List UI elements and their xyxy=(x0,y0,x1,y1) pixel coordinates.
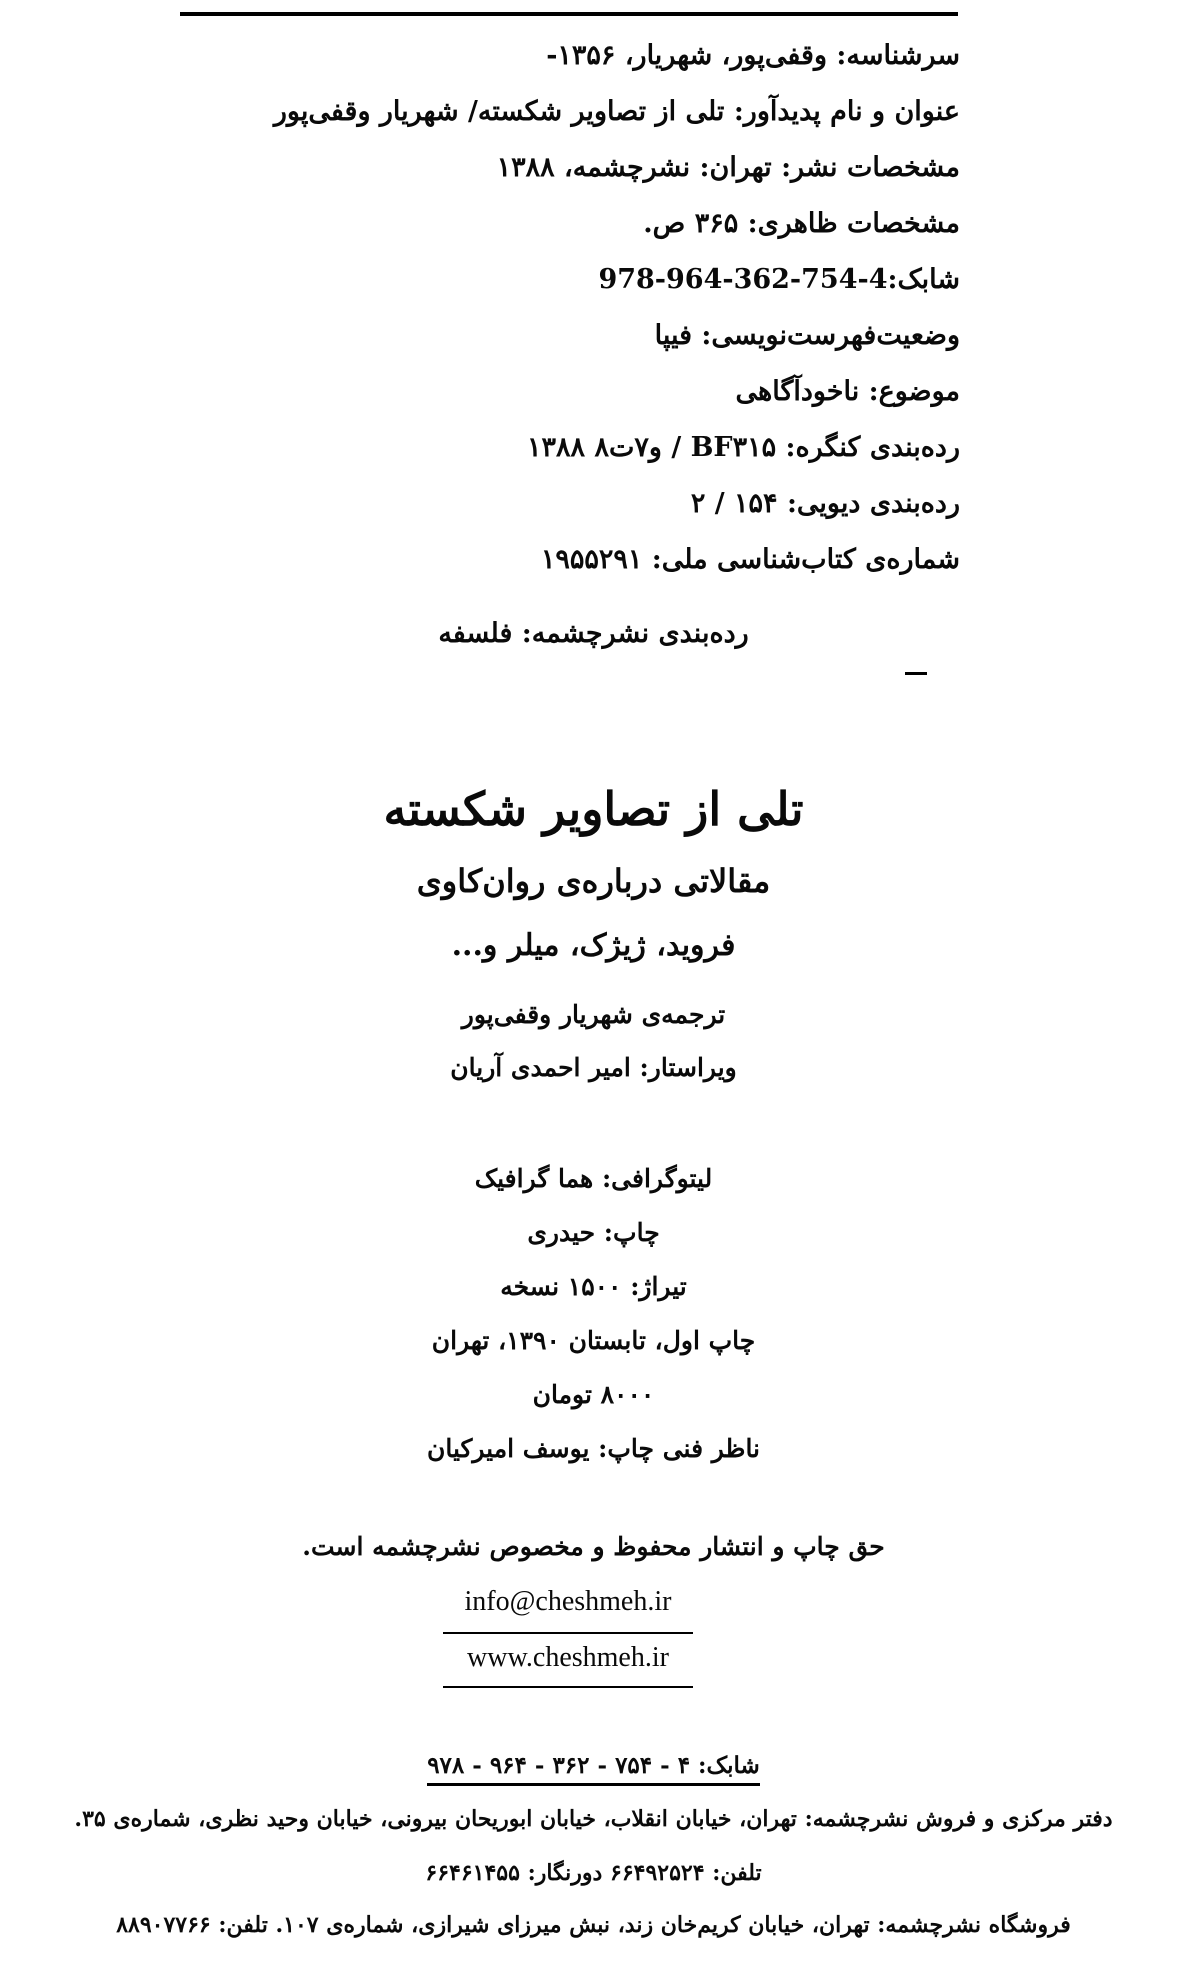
colophon-print-run: تیراژ: ۱۵۰۰ نسخه xyxy=(500,1272,687,1301)
colophon-lithography: لیتوگرافی: هما گرافیک xyxy=(474,1164,713,1193)
colophon-supervisor: ناظر فنی چاپ: یوسف امیرکیان xyxy=(426,1434,761,1463)
book-subtitle: مقالاتی درباره‌ی روان‌کاوی xyxy=(416,862,771,900)
cip-lc-class: رده‌بندی کنگره: BF۳۱۵ / و۷ت۸ ۱۳۸۸ xyxy=(527,432,960,463)
footer-isbn xyxy=(0,1752,1187,1779)
dash-mark xyxy=(905,672,927,675)
book-authors: فروید، ژیژک، میلر و... xyxy=(451,928,736,963)
colophon xyxy=(0,1152,1187,1476)
colophon-printing: چاپ: حیدری xyxy=(527,1218,660,1247)
cip-physical: مشخصات ظاهری: ۳۶۵ ص. xyxy=(643,208,960,239)
cip-publisher: مشخصات نشر: تهران: نشرچشمه، ۱۳۸۸ xyxy=(496,152,960,183)
cip-national-number: شماره‌ی کتاب‌شناسی ملی: ۱۹۵۵۲۹۱ xyxy=(540,544,960,575)
cip-isbn xyxy=(200,252,960,308)
cip-isbn-label: شابک: xyxy=(887,264,960,295)
website-address: www.cheshmeh.ir xyxy=(467,1642,669,1673)
book-title: تلی از تصاویر شکسته xyxy=(383,782,804,836)
footer-address: دفتر مرکزی و فروش نشرچشمه: تهران، خیابان انقلاب، خیابان ابوریحان بیرونی، خیابان وحید نظری، شماره‌ی ۳۵. xyxy=(74,1806,1113,1832)
cip-title-author: عنوان و نام پدیدآور: تلی از تصاویر شکسته/ شهریار وقفی‌پور xyxy=(273,96,960,127)
footer-phone: تلفن: ۶۶۴۹۲۵۲۴ دورنگار: ۶۶۴۶۱۴۵۵ xyxy=(425,1860,762,1886)
cip-block xyxy=(200,28,960,588)
book-editor: ویراستار: امیر احمدی آریان xyxy=(450,1053,737,1082)
top-rule xyxy=(180,12,958,16)
colophon-edition: چاپ اول، تابستان ۱۳۹۰، تهران xyxy=(431,1326,756,1355)
email-address: info@cheshmeh.ir xyxy=(464,1586,672,1617)
cip-isbn-value: 978-964-362-754-4 xyxy=(598,264,888,295)
cip-subject: موضوع: ناخودآگاهی xyxy=(735,376,960,407)
footer-store: فروشگاه نشرچشمه: تهران، خیابان کریم‌خان زند، نبش میرزای شیرازی، شماره‌ی ۱۰۷. تلفن: ۸۸۹۰۷۷۶۶ xyxy=(116,1912,1071,1938)
email-underline xyxy=(443,1632,693,1634)
cip-dewey: رده‌بندی دیویی: ۱۵۴ / ۲ xyxy=(690,488,960,519)
book-translator: ترجمه‌ی شهریار وقفی‌پور xyxy=(461,1000,726,1029)
cip-cataloging: وضعیت‌فهرست‌نویسی: فیپا xyxy=(654,320,960,351)
website-underline xyxy=(443,1686,693,1688)
copyright-notice: حق چاپ و انتشار محفوظ و مخصوص نشرچشمه است. xyxy=(302,1532,885,1561)
publisher-classification: رده‌بندی نشرچشمه: فلسفه xyxy=(438,618,749,649)
footer-isbn-text: شابک: ۴ - ۷۵۴ - ۳۶۲ - ۹۶۴ - ۹۷۸ xyxy=(427,1752,760,1786)
cip-heading: سرشناسه: وقفی‌پور، شهریار، ۱۳۵۶- xyxy=(546,40,960,71)
colophon-price: ۸۰۰۰ تومان xyxy=(532,1380,655,1409)
